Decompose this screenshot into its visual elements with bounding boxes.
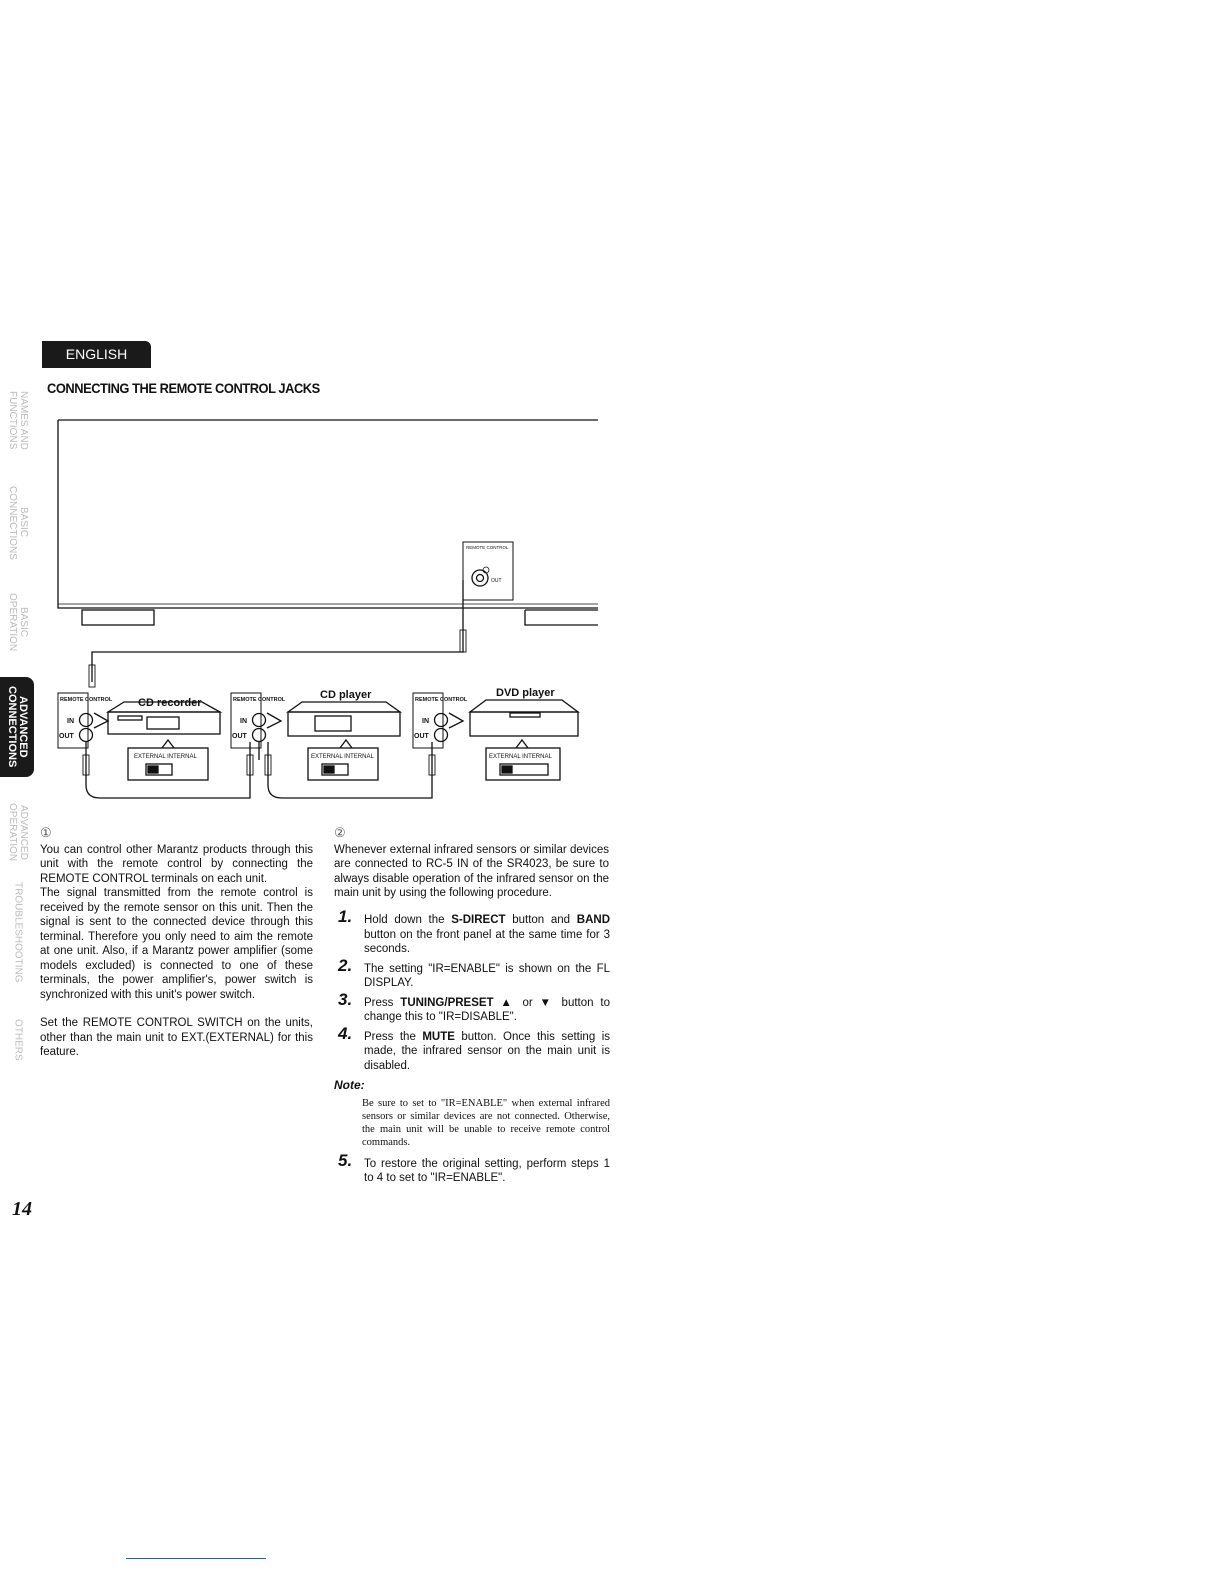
- switch-label-2: EXTERNAL INTERNAL: [311, 754, 374, 760]
- side-tab-others[interactable]: OTHERS: [12, 1019, 24, 1061]
- side-tab-names-and-functions[interactable]: NAMES AND FUNCTIONS: [7, 390, 29, 450]
- section-1-paragraph-2: The signal transmitted from the remote control is received by the remote sensor on this unit. Then the signal is sent to the connected device through this terminal. Therefore you only need to aim the remote at one unit. Also, if a Marantz power amplifier (some models excluded) is connected to one of these terminals, the power amplifier's, power switch is synchronized with this unit's power switch.: [40, 887, 313, 1001]
- switch-label-1: EXTERNAL INTERNAL: [134, 754, 197, 760]
- in-label-1: IN: [67, 718, 74, 725]
- step-5: 5. To restore the original setting, perform steps 1 to 4 to set to "IR=ENABLE".: [338, 1150, 610, 1184]
- step-2: 2. The setting "IR=ENABLE" is shown on the FL DISPLAY.: [338, 955, 610, 989]
- section-2-marker: ②: [334, 825, 346, 840]
- procedure-steps: [334, 907, 611, 1191]
- in-label-3: IN: [422, 718, 429, 725]
- switch-label-3: EXTERNAL INTERNAL: [489, 754, 552, 760]
- page-number: 14: [12, 1198, 32, 1220]
- language-tab: ENGLISH: [42, 341, 151, 368]
- step-3: 3. Press TUNING/PRESET ▲ or ▼ button to change this to "IR=DISABLE".: [338, 989, 611, 1023]
- section-1: [40, 826, 313, 1060]
- side-tab-troubleshooting[interactable]: TROUBLESHOOTING: [12, 882, 24, 983]
- connection-diagram: [50, 410, 610, 805]
- in-label-2: IN: [240, 718, 247, 725]
- section-2-intro: [334, 826, 609, 901]
- page-title: CONNECTING THE REMOTE CONTROL JACKS: [47, 380, 320, 396]
- section-1-marker: ①: [40, 825, 52, 840]
- step-4: 4. Press the MUTE button. Once this setting is made, the infrared sensor on the main unit is disabled.: [338, 1023, 610, 1072]
- step-1: 1. Hold down the S-DIRECT button and BAND button on the front panel at the same time for 3 seconds.: [338, 907, 611, 955]
- footer-rule: [126, 1558, 266, 1559]
- remote-label-2: REMOTE CONTROL: [233, 697, 286, 703]
- side-tab-basic-operation[interactable]: BASIC OPERATION: [7, 593, 29, 652]
- side-tab-basic-connections[interactable]: BASIC CONNECTIONS: [7, 485, 29, 560]
- device-label-cd-player: CD player: [320, 689, 372, 701]
- section-1-paragraph-3: Set the REMOTE CONTROL SWITCH on the units, other than the main unit to EXT.(EXTERNAL) for this feature.: [40, 1017, 313, 1058]
- device-label-cd-recorder: CD recorder: [138, 697, 202, 709]
- note-heading: Note:: [334, 1078, 365, 1092]
- main-out-label: OUT: [491, 578, 502, 584]
- section-2-intro-text: Whenever external infrared sensors or similar devices are connected to RC-5 IN of the SR4023, be sure to always disable operation of the infrared sensor on the main unit by using the following procedure.: [334, 843, 609, 899]
- out-label-3: OUT: [414, 733, 429, 740]
- note-body: Be sure to set to "IR=ENABLE" when external infrared sensors or similar devices are not connected. Otherwise, the main unit will be unable to receive remote control commands.: [362, 1097, 610, 1148]
- main-remote-label: REMOTE CONTROL: [466, 545, 509, 550]
- remote-label-3: REMOTE CONTROL: [415, 697, 468, 703]
- section-1-paragraph-1: You can control other Marantz products through this unit with the remote control by connecting the REMOTE CONTROL terminals on each unit.: [40, 843, 313, 885]
- remote-label-1: REMOTE CONTROL: [60, 697, 113, 703]
- out-label-1: OUT: [59, 733, 74, 740]
- side-tab-advanced-connections[interactable]: ADVANCED CONNECTIONS: [0, 677, 34, 777]
- side-tab-advanced-operation[interactable]: ADVANCED OPERATION: [7, 802, 29, 862]
- out-label-2: OUT: [232, 733, 247, 740]
- device-label-dvd-player: DVD player: [496, 687, 555, 699]
